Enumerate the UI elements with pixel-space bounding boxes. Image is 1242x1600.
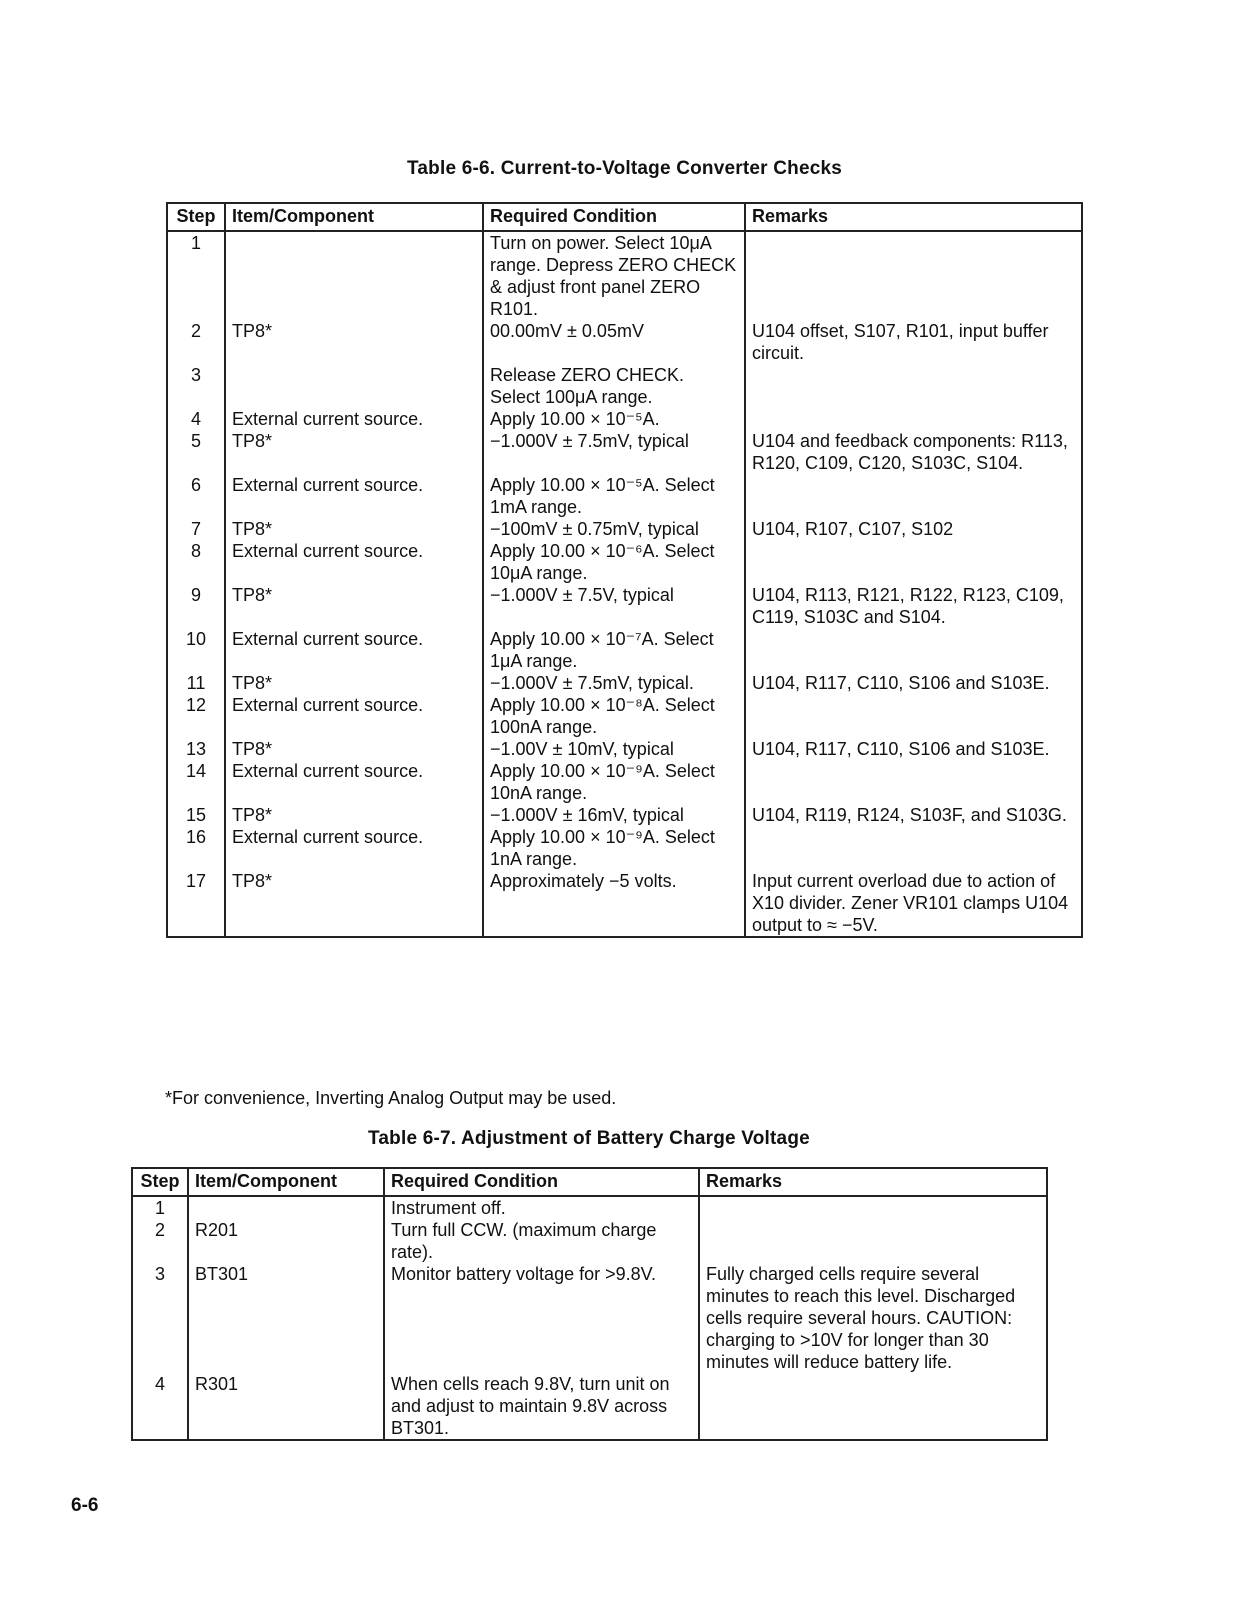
table-row (167, 518, 1082, 540)
table-row (167, 584, 1082, 628)
row-item-component (188, 1196, 384, 1219)
row-item-component: TP8* (225, 430, 483, 474)
row-item-component: External current source. (225, 694, 483, 738)
row-step: 15 (167, 804, 225, 826)
table-row (167, 694, 1082, 738)
row-step: 11 (167, 672, 225, 694)
row-step: 4 (167, 408, 225, 430)
table-header-row (132, 1168, 1047, 1196)
table-6-7-body (132, 1196, 1047, 1440)
table-row (132, 1219, 1047, 1263)
table-row (167, 628, 1082, 672)
header-remarks: Remarks (699, 1168, 1047, 1196)
table-6-6 (166, 202, 1083, 938)
row-remarks: Input current overload due to action of X10 divider. Zener VR101 clamps U104 output to ≈ −5V. (745, 870, 1082, 937)
header-required-condition: Required Condition (483, 203, 745, 231)
row-step: 3 (167, 364, 225, 408)
row-item-component: R301 (188, 1373, 384, 1440)
row-remarks: U104, R113, R121, R122, R123, C109, C119, S103C and S104. (745, 584, 1082, 628)
row-step: 9 (167, 584, 225, 628)
table-row (132, 1196, 1047, 1219)
row-required-condition: −1.000V ± 7.5mV, typical. (483, 672, 745, 694)
row-remarks (745, 628, 1082, 672)
row-required-condition: −1.000V ± 7.5mV, typical (483, 430, 745, 474)
header-step: Step (132, 1168, 188, 1196)
row-item-component: TP8* (225, 672, 483, 694)
table-row (167, 540, 1082, 584)
row-remarks (745, 694, 1082, 738)
row-required-condition: Apply 10.00 × 10⁻⁷A. Select 1μA range. (483, 628, 745, 672)
row-item-component (225, 231, 483, 320)
row-item-component: External current source. (225, 826, 483, 870)
row-item-component: TP8* (225, 804, 483, 826)
row-item-component: External current source. (225, 540, 483, 584)
row-item-component (225, 364, 483, 408)
row-step: 3 (132, 1263, 188, 1373)
row-step: 13 (167, 738, 225, 760)
row-required-condition: Apply 10.00 × 10⁻⁵A. Select 1mA range. (483, 474, 745, 518)
row-step: 1 (132, 1196, 188, 1219)
table-row (167, 738, 1082, 760)
row-required-condition: Apply 10.00 × 10⁻⁹A. Select 10nA range. (483, 760, 745, 804)
footnote: *For convenience, Inverting Analog Output may be used. (165, 1088, 617, 1108)
row-remarks: U104, R117, C110, S106 and S103E. (745, 672, 1082, 694)
table-6-7-title: Table 6-7. Adjustment of Battery Charge Voltage (368, 1128, 810, 1149)
table-row (167, 231, 1082, 320)
row-remarks (745, 408, 1082, 430)
row-required-condition: 00.00mV ± 0.05mV (483, 320, 745, 364)
row-step: 4 (132, 1373, 188, 1440)
table-row (167, 408, 1082, 430)
row-required-condition: −100mV ± 0.75mV, typical (483, 518, 745, 540)
row-item-component: External current source. (225, 628, 483, 672)
row-required-condition: −1.00V ± 10mV, typical (483, 738, 745, 760)
table-row (167, 474, 1082, 518)
table-row (167, 430, 1082, 474)
table-header-row (167, 203, 1082, 231)
row-required-condition: Apply 10.00 × 10⁻⁵A. (483, 408, 745, 430)
row-required-condition: Approximately −5 volts. (483, 870, 745, 937)
row-item-component: BT301 (188, 1263, 384, 1373)
header-remarks: Remarks (745, 203, 1082, 231)
header-required-condition: Required Condition (384, 1168, 699, 1196)
table-row (167, 804, 1082, 826)
row-remarks (699, 1373, 1047, 1440)
row-step: 2 (167, 320, 225, 364)
table-row (167, 672, 1082, 694)
table-row (167, 826, 1082, 870)
row-remarks: Fully charged cells require several minutes to reach this level. Discharged cells require several hours. CAUTION: charging to >10V for longer than 30 minutes will reduce battery life. (699, 1263, 1047, 1373)
row-item-component: TP8* (225, 738, 483, 760)
row-remarks (745, 474, 1082, 518)
row-remarks (745, 540, 1082, 584)
row-remarks: U104 offset, S107, R101, input buffer circuit. (745, 320, 1082, 364)
table-6-7 (131, 1167, 1048, 1441)
row-remarks (745, 231, 1082, 320)
row-step: 6 (167, 474, 225, 518)
row-required-condition: Turn full CCW. (maximum charge rate). (384, 1219, 699, 1263)
row-step: 14 (167, 760, 225, 804)
table-row (167, 364, 1082, 408)
table-row (167, 320, 1082, 364)
row-item-component: TP8* (225, 518, 483, 540)
table-row (167, 760, 1082, 804)
table-row (167, 870, 1082, 937)
row-item-component: External current source. (225, 474, 483, 518)
row-remarks (745, 760, 1082, 804)
row-remarks: U104 and feedback components: R113, R120, C109, C120, S103C, S104. (745, 430, 1082, 474)
table-6-6-title: Table 6-6. Current-to-Voltage Converter Checks (407, 158, 843, 179)
row-step: 2 (132, 1219, 188, 1263)
page-number: 6-6 (71, 1495, 99, 1516)
row-item-component: TP8* (225, 870, 483, 937)
row-remarks (699, 1219, 1047, 1263)
row-required-condition: Monitor battery voltage for >9.8V. (384, 1263, 699, 1373)
row-required-condition: When cells reach 9.8V, turn unit on and adjust to maintain 9.8V across BT301. (384, 1373, 699, 1440)
row-step: 16 (167, 826, 225, 870)
row-item-component: TP8* (225, 584, 483, 628)
header-item-component: Item/Component (225, 203, 483, 231)
table-row (132, 1263, 1047, 1373)
row-step: 5 (167, 430, 225, 474)
row-item-component: External current source. (225, 760, 483, 804)
row-required-condition: Release ZERO CHECK. Select 100μA range. (483, 364, 745, 408)
header-step: Step (167, 203, 225, 231)
row-step: 1 (167, 231, 225, 320)
row-step: 10 (167, 628, 225, 672)
row-item-component: External current source. (225, 408, 483, 430)
row-step: 8 (167, 540, 225, 584)
row-required-condition: Apply 10.00 × 10⁻⁹A. Select 1nA range. (483, 826, 745, 870)
table-6-6-body (167, 231, 1082, 937)
row-required-condition: −1.000V ± 16mV, typical (483, 804, 745, 826)
row-required-condition: −1.000V ± 7.5V, typical (483, 584, 745, 628)
row-remarks: U104, R117, C110, S106 and S103E. (745, 738, 1082, 760)
row-remarks (745, 826, 1082, 870)
row-required-condition: Apply 10.00 × 10⁻⁶A. Select 10μA range. (483, 540, 745, 584)
table-row (132, 1373, 1047, 1440)
row-remarks (699, 1196, 1047, 1219)
row-step: 7 (167, 518, 225, 540)
row-remarks: U104, R107, C107, S102 (745, 518, 1082, 540)
row-required-condition: Instrument off. (384, 1196, 699, 1219)
row-step: 12 (167, 694, 225, 738)
row-remarks (745, 364, 1082, 408)
row-required-condition: Apply 10.00 × 10⁻⁸A. Select 100nA range. (483, 694, 745, 738)
row-required-condition: Turn on power. Select 10μA range. Depress ZERO CHECK & adjust front panel ZERO R101. (483, 231, 745, 320)
row-item-component: R201 (188, 1219, 384, 1263)
header-item-component: Item/Component (188, 1168, 384, 1196)
row-item-component: TP8* (225, 320, 483, 364)
row-remarks: U104, R119, R124, S103F, and S103G. (745, 804, 1082, 826)
row-step: 17 (167, 870, 225, 937)
